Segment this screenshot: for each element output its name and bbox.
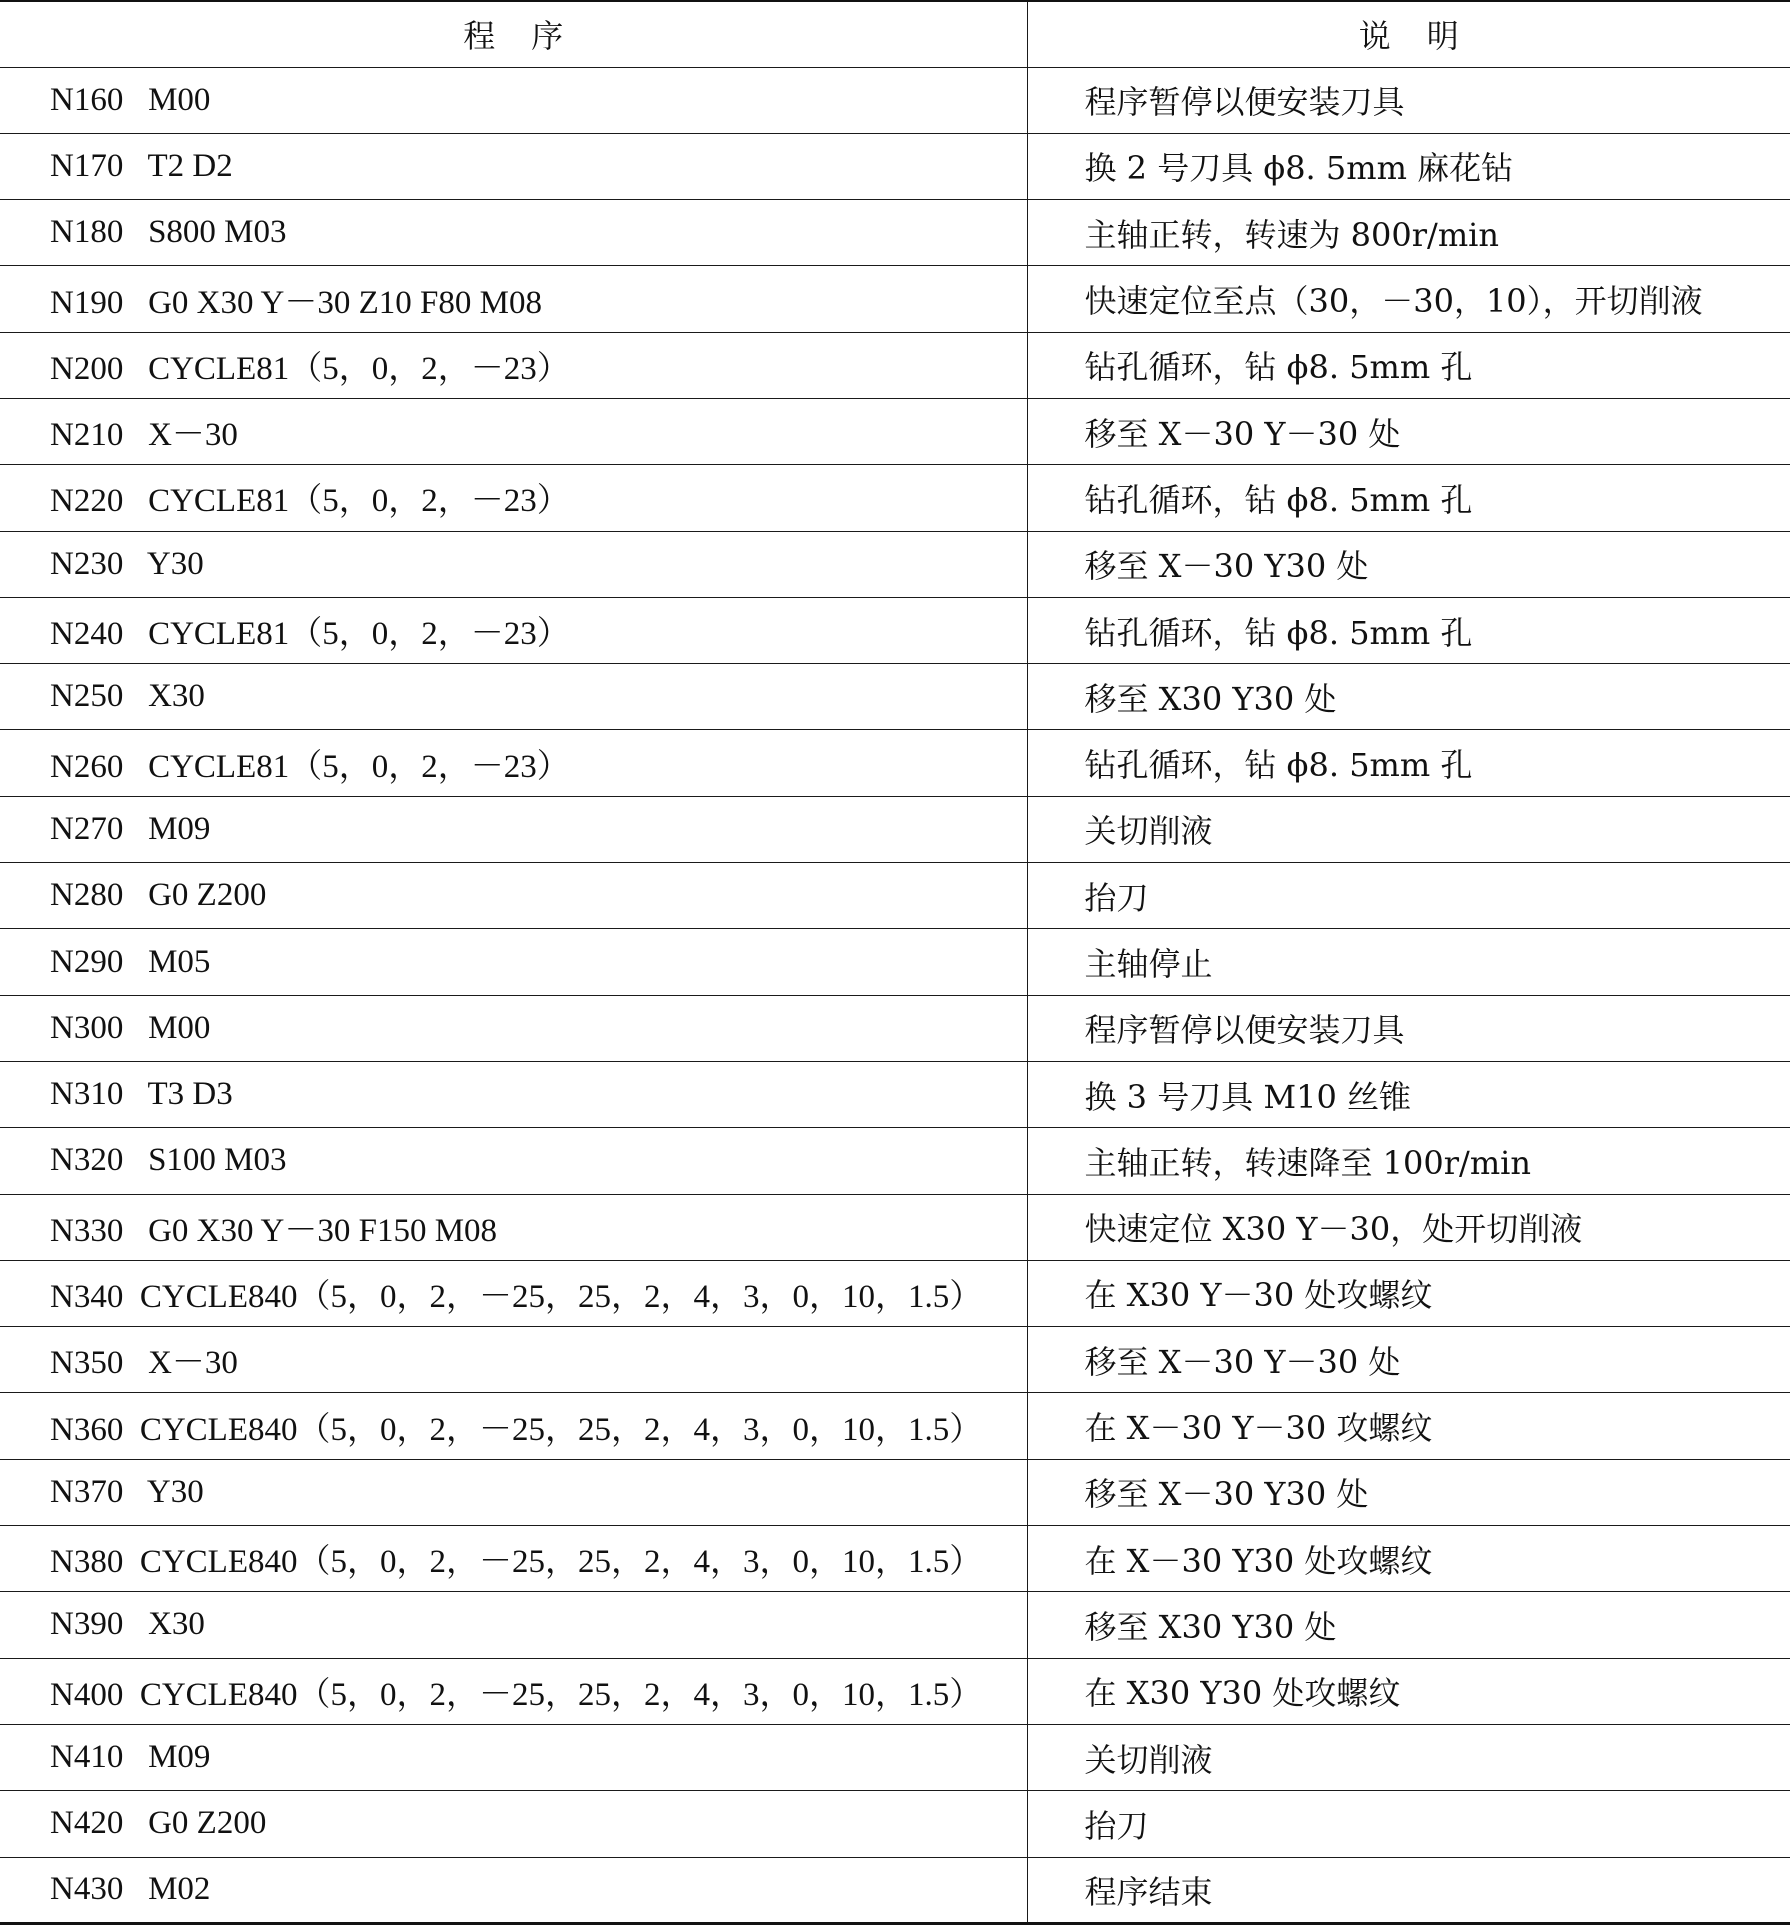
description-cell: 抬刀 [1027,863,1790,929]
description-cell: 关切削液 [1027,796,1790,862]
description-cell: 主轴正转，转速降至 100r/min [1027,1128,1790,1194]
program-cell: N230 Y30 [0,531,1027,597]
description-cell: 移至 X－30 Y30 处 [1027,1459,1790,1525]
description-cell: 主轴停止 [1027,929,1790,995]
program-cell: N300 M00 [0,995,1027,1061]
table-row [0,332,1790,398]
program-cell: N180 S800 M03 [0,200,1027,266]
table-body [0,67,1790,1923]
table-row [0,1393,1790,1459]
header-description-label: 说明 [1358,17,1495,56]
description-cell: 钻孔循环，钻 ϕ8. 5mm 孔 [1027,332,1790,398]
program-cell: N310 T3 D3 [0,1061,1027,1127]
table-header-row [0,1,1790,67]
table-row [0,1724,1790,1790]
table-row [0,1857,1790,1923]
description-cell: 快速定位 X30 Y－30，处开切削液 [1027,1194,1790,1260]
table-row [0,1592,1790,1658]
description-cell: 在 X30 Y－30 处攻螺纹 [1027,1260,1790,1326]
table-row [0,133,1790,199]
table-row [0,1260,1790,1326]
description-cell: 换 3 号刀具 M10 丝锥 [1027,1061,1790,1127]
table-row [0,863,1790,929]
description-cell: 程序暂停以便安装刀具 [1027,67,1790,133]
description-cell: 移至 X－30 Y－30 处 [1027,1327,1790,1393]
table-row [0,465,1790,531]
program-cell: N370 Y30 [0,1459,1027,1525]
description-cell: 移至 X－30 Y30 处 [1027,531,1790,597]
table-row [0,1194,1790,1260]
program-cell: N340 CYCLE840（5，0，2，－25，25，2，4，3，0，10，1.5） [0,1260,1027,1326]
program-cell: N210 X－30 [0,398,1027,464]
program-cell: N220 CYCLE81（5，0，2，－23） [0,465,1027,531]
table-row [0,1459,1790,1525]
program-cell: N380 CYCLE840（5，0，2，－25，25，2，4，3，0，10，1.5） [0,1526,1027,1592]
table-row [0,995,1790,1061]
program-cell: N320 S100 M03 [0,1128,1027,1194]
program-cell: N190 G0 X30 Y－30 Z10 F80 M08 [0,266,1027,332]
program-cell: N360 CYCLE840（5，0，2，－25，25，2，4，3，0，10，1.5） [0,1393,1027,1459]
program-cell: N350 X－30 [0,1327,1027,1393]
table-row [0,1061,1790,1127]
description-cell: 钻孔循环，钻 ϕ8. 5mm 孔 [1027,730,1790,796]
program-cell: N160 M00 [0,67,1027,133]
program-cell: N400 CYCLE840（5，0，2，－25，25，2，4，3，0，10，1.5） [0,1658,1027,1724]
header-program-label: 程序 [463,17,600,56]
description-cell: 程序暂停以便安装刀具 [1027,995,1790,1061]
header-description [1027,1,1790,67]
table-row [0,929,1790,995]
description-cell: 快速定位至点（30，－30，10），开切削液 [1027,266,1790,332]
description-cell: 移至 X30 Y30 处 [1027,1592,1790,1658]
table-row [0,796,1790,862]
program-cell: N250 X30 [0,664,1027,730]
program-cell: N240 CYCLE81（5，0，2，－23） [0,597,1027,663]
description-cell: 程序结束 [1027,1857,1790,1923]
header-program [0,1,1027,67]
description-cell: 主轴正转，转速为 800r/min [1027,200,1790,266]
table-row [0,1327,1790,1393]
table-row [0,200,1790,266]
program-cell: N280 G0 Z200 [0,863,1027,929]
program-cell: N330 G0 X30 Y－30 F150 M08 [0,1194,1027,1260]
program-cell: N200 CYCLE81（5，0，2，－23） [0,332,1027,398]
table-row [0,1526,1790,1592]
program-cell: N420 G0 Z200 [0,1791,1027,1857]
table-row [0,266,1790,332]
table-row [0,531,1790,597]
program-cell: N430 M02 [0,1857,1027,1923]
program-cell: N260 CYCLE81（5，0，2，－23） [0,730,1027,796]
program-cell: N290 M05 [0,929,1027,995]
description-cell: 钻孔循环，钻 ϕ8. 5mm 孔 [1027,465,1790,531]
table-row [0,730,1790,796]
description-cell: 在 X30 Y30 处攻螺纹 [1027,1658,1790,1724]
table-row [0,1128,1790,1194]
table-row [0,398,1790,464]
table-row [0,1791,1790,1857]
description-cell: 移至 X－30 Y－30 处 [1027,398,1790,464]
program-cell: N390 X30 [0,1592,1027,1658]
description-cell: 在 X－30 Y30 处攻螺纹 [1027,1526,1790,1592]
table-row [0,1658,1790,1724]
table-row [0,664,1790,730]
description-cell: 换 2 号刀具 ϕ8. 5mm 麻花钻 [1027,133,1790,199]
program-cell: N270 M09 [0,796,1027,862]
program-cell: N410 M09 [0,1724,1027,1790]
program-cell: N170 T2 D2 [0,133,1027,199]
table-row [0,597,1790,663]
description-cell: 抬刀 [1027,1791,1790,1857]
description-cell: 钻孔循环，钻 ϕ8. 5mm 孔 [1027,597,1790,663]
table-row [0,67,1790,133]
description-cell: 在 X－30 Y－30 攻螺纹 [1027,1393,1790,1459]
description-cell: 移至 X30 Y30 处 [1027,664,1790,730]
description-cell: 关切削液 [1027,1724,1790,1790]
